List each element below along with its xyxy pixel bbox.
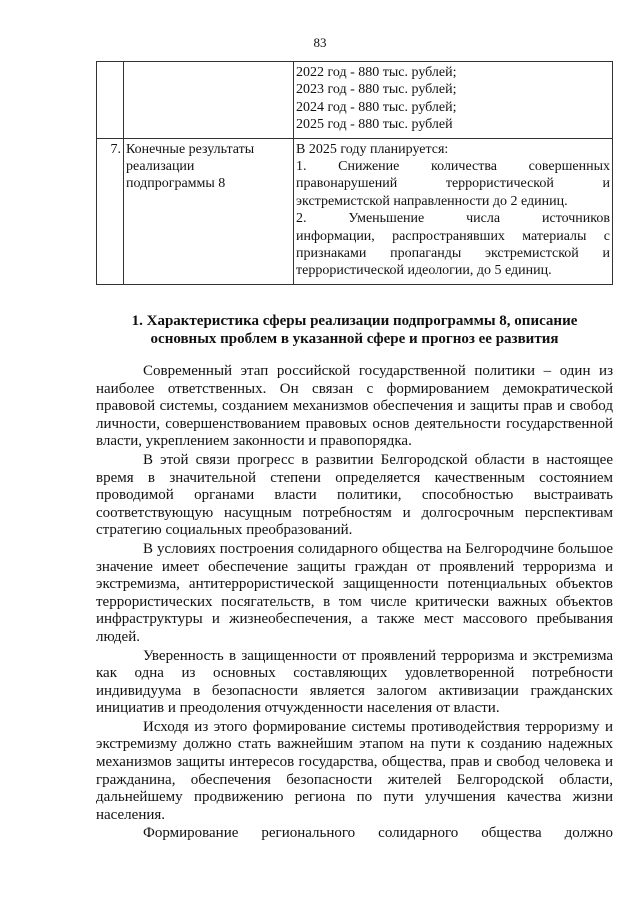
text-line: инфраструктуры и жизнеобеспечения, а также мест массового пребывания — [96, 611, 613, 628]
text-line: правовой системы, созданием механизмов обеспечения и защиты прав и свобод — [96, 398, 613, 415]
text-line: Формирование регионального солидарного общества должно — [143, 825, 613, 842]
program-table — [96, 61, 613, 285]
text-line: людей. — [96, 628, 140, 645]
funding-line: 2023 год - 880 тыс. рублей; — [296, 82, 457, 98]
results-line: В 2025 году планируется: — [296, 141, 449, 157]
text-line: значение имеет обеспечение защиты граждан от проявлений терроризма и — [96, 558, 613, 575]
text-line: дальнейшему продвижению региона по пути улучшения качества жизни — [96, 789, 613, 806]
text-line: личности, совершенствованием правовых основ деятельности государственной — [96, 415, 613, 432]
paragraph — [96, 452, 613, 540]
row-label-cell — [124, 62, 294, 139]
text-line: стратегию социальных преобразований. — [96, 522, 353, 539]
row-label-line: подпрограммы 8 — [126, 176, 226, 192]
section-title — [96, 312, 613, 348]
paragraph — [96, 719, 613, 825]
text-line: гражданина, обеспечения безопасности жителей Белгородской области, — [96, 771, 613, 788]
paragraph — [96, 825, 613, 843]
section-title-line: основных проблем в указанной сфере и прогноз ее развития — [150, 331, 559, 347]
text-line: соответствующую насущным потребностям и долгосрочным перспективам — [96, 504, 613, 521]
text-line: В условиях построения солидарного общества на Белгородчине большое — [143, 540, 613, 557]
paragraph — [96, 648, 613, 718]
row-label-line: реализации — [126, 159, 195, 175]
table-row — [97, 62, 613, 139]
text-line: Исходя из этого формирование системы противодействия терроризму и — [143, 718, 613, 735]
results-line: правонарушений террористической и — [296, 176, 610, 192]
section-title-line: 1. Характеристика сферы реализации подпрограммы 8, описание — [131, 313, 578, 329]
text-line: индивидуума в безопасности является залогом активизации гражданских — [96, 682, 613, 699]
text-line: проводимой органами власти политики, способностью выстраивать — [96, 487, 613, 504]
row-label-line: Конечные результаты — [126, 141, 255, 157]
text-line: экстремизму должно стать важнейшим этапом на пути к созданию надежных — [96, 736, 613, 753]
text-line: населения. — [96, 806, 166, 823]
text-line: Современный этап российской государственной политики – один из — [143, 363, 613, 379]
results-line: экстремистской направленности до 2 единиц. — [296, 193, 568, 209]
row-label-cell — [124, 138, 294, 284]
funding-line: 2025 год - 880 тыс. рублей — [296, 117, 453, 133]
text-line: В этой связи прогресс в развитии Белгородской области в настоящее — [143, 451, 613, 468]
text-line: Уверенность в защищенности от проявлений терроризма и экстремизма — [143, 647, 613, 664]
text-line: как одна из основных составляющих удовлетворенной потребности — [96, 665, 613, 682]
paragraph — [96, 541, 613, 647]
results-line: информации, распространявших материалы с — [296, 228, 610, 244]
row-number-cell: 7. — [97, 138, 124, 284]
funding-cell — [294, 62, 613, 139]
text-line: экстремизма, антитеррористической защищенности потенциальных объектов — [96, 576, 613, 593]
text-line: время в значительной степени определяется качественным состоянием — [96, 469, 613, 486]
results-cell — [294, 138, 613, 284]
funding-line: 2024 год - 880 тыс. рублей; — [296, 99, 457, 115]
results-line: признаками пропаганды экстремистской и — [296, 246, 610, 262]
text-line: террористических посягательств, в том числе критически важных объектов — [96, 593, 613, 610]
paragraph — [96, 363, 613, 451]
funding-line: 2022 год - 880 тыс. рублей; — [296, 65, 457, 80]
text-line: наиболее ответственных. Он связан с формированием демократической — [96, 380, 613, 397]
results-line: 1. Снижение количества совершенных — [296, 159, 610, 175]
results-line: 2. Уменьшение числа источников — [296, 211, 610, 227]
body-text — [96, 363, 613, 844]
row-number-cell — [97, 62, 124, 139]
results-line: террористической идеологии, до 5 единиц. — [296, 263, 552, 279]
text-line: механизмов защиты интересов государства, общества, прав и свобод человека и — [96, 754, 613, 771]
page-number: 83 — [313, 35, 327, 50]
table-row — [97, 138, 613, 284]
text-line: инициатив и преодоления отчужденности населения от власти. — [96, 700, 500, 717]
text-line: власти, укреплением законности и правопорядка. — [96, 433, 412, 450]
